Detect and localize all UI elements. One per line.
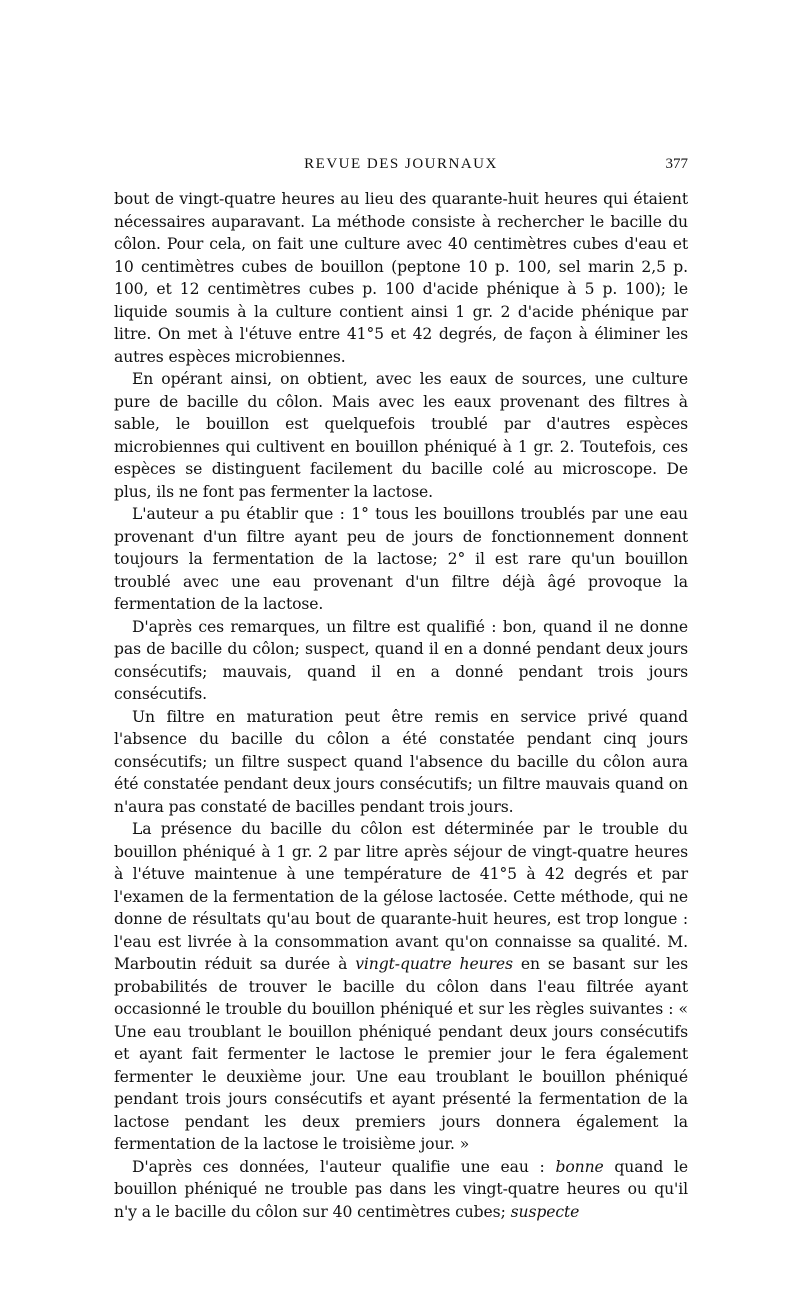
- paragraph-author-findings: [114, 503, 688, 616]
- italic-text: suspecte: [510, 1202, 580, 1221]
- paragraph-text: Un filtre en maturation peut être remis en service privé quand l'absence du bacille du côlon a été constatée pendant cinq jours consécutifs; un filtre suspect quand l'absence du bacille du côlon aura été constatée pendant deux jours consécutifs; un filtre mauvais quand on n'aura pas constaté de bacilles pendant trois jours.: [114, 707, 688, 816]
- paragraph-water-qualification: [114, 1156, 688, 1224]
- paragraph-text: en se basant sur les probabilités de trouver le bacille du côlon dans l'eau filtrée ayant occasionné le trouble du bouillon phéniqué et sur les règles suivantes : « Une eau troublant le bouillon phéniqué pendant deux jours consécutifs et ayant fait fermenter le lactose le premier jour le fera également fermenter le deuxième jour. Une eau troublant le bouillon phéniqué pendant trois jours consécutifs et ayant présenté la fermentation de la lactose pendant les deux premiers jours donnera également la fermentation de la lactose le troisième jour. »: [114, 955, 689, 1153]
- paragraph-text: D'après ces données, l'auteur qualifie une eau :: [132, 1157, 556, 1176]
- italic-text: vingt-quatre heures: [355, 955, 513, 973]
- article-body: [114, 188, 688, 1223]
- paragraph-text: bout de vingt-quatre heures au lieu des quarante-huit heures qui étaient nécessaires auparavant. La méthode consiste à rechercher le bacille du côlon. Pour cela, on fait une culture avec 40 centimètres cubes d'eau et 10 centimètres cubes de bouillon (peptone 10 p. 100, sel marin 2,5 p. 100, et 12 centimètres cubes p. 100 d'acide phénique à 5 p. 100); le liquide soumis à la culture contient ainsi 1 gr. 2 d'acide phénique par litre. On met à l'étuve entre 41°5 et 42 degrés, de façon à éliminer les autres espèces microbiennes.: [114, 190, 688, 366]
- paragraph-text: La présence du bacille du côlon est déterminée par le trouble du bouillon phéniqué à 1 gr. 2 par litre après séjour de vingt-quatre heures à l'étuve maintenue à une température de 41°5 à 42 degrés et par l'examen de la fermentation de la gélose lactosée. Cette méthode, qui ne donne de résultats qu'au bout de quarante-huit heures, est trop longue : l'eau est livrée à la consommation avant qu'on connaisse sa qualité. M. Marboutin réduit sa durée à: [114, 820, 688, 973]
- paragraph-filter-qualification: [114, 616, 688, 706]
- paragraph-culture-method: [114, 188, 688, 368]
- running-head-title: REVUE DES JOURNAUX: [304, 156, 498, 172]
- paragraph-text: En opérant ainsi, on obtient, avec les eaux de sources, une culture pure de bacille du côlon. Mais avec les eaux provenant des filtres à sable, le bouillon est quelquefois troublé par d'autres espèces microbiennes qui cultivent en bouillon phéniqué à 1 gr. 2. Toutefois, ces espèces se distinguent facilement du bacille colé au microscope. De plus, ils ne font pas fermenter la lactose.: [114, 370, 688, 501]
- journal-page: [114, 150, 688, 1223]
- paragraph-text: D'après ces remarques, un filtre est qualifié : bon, quand il ne donne pas de bacille du côlon; suspect, quand il en a donné pendant deux jours consécutifs; mauvais, quand il en a donné pendant trois jours consécutifs.: [114, 617, 688, 703]
- paragraph-filter-maturation: [114, 706, 688, 819]
- paragraph-bacillus-detection: [114, 818, 688, 1156]
- paragraph-text: quand le bouillon phéniqué ne trouble pas dans les vingt-quatre heures ou qu'il n'y a le bacille du côlon sur 40 centimètres cubes;: [114, 1157, 689, 1221]
- paragraph-text: L'auteur a pu établir que : 1° tous les bouillons troublés par une eau provenant d'un filtre ayant peu de jours de fonctionnement donnent toujours la fermentation de la lactose; 2° il est rare qu'un bouillon troublé avec une eau provenant d'un filtre déjà âgé provoque la fermentation de la lactose.: [114, 505, 688, 613]
- paragraph-sand-filters: [114, 368, 688, 503]
- running-head: [114, 150, 688, 180]
- page-number: 377: [665, 156, 688, 172]
- italic-text: bonne: [555, 1157, 604, 1176]
